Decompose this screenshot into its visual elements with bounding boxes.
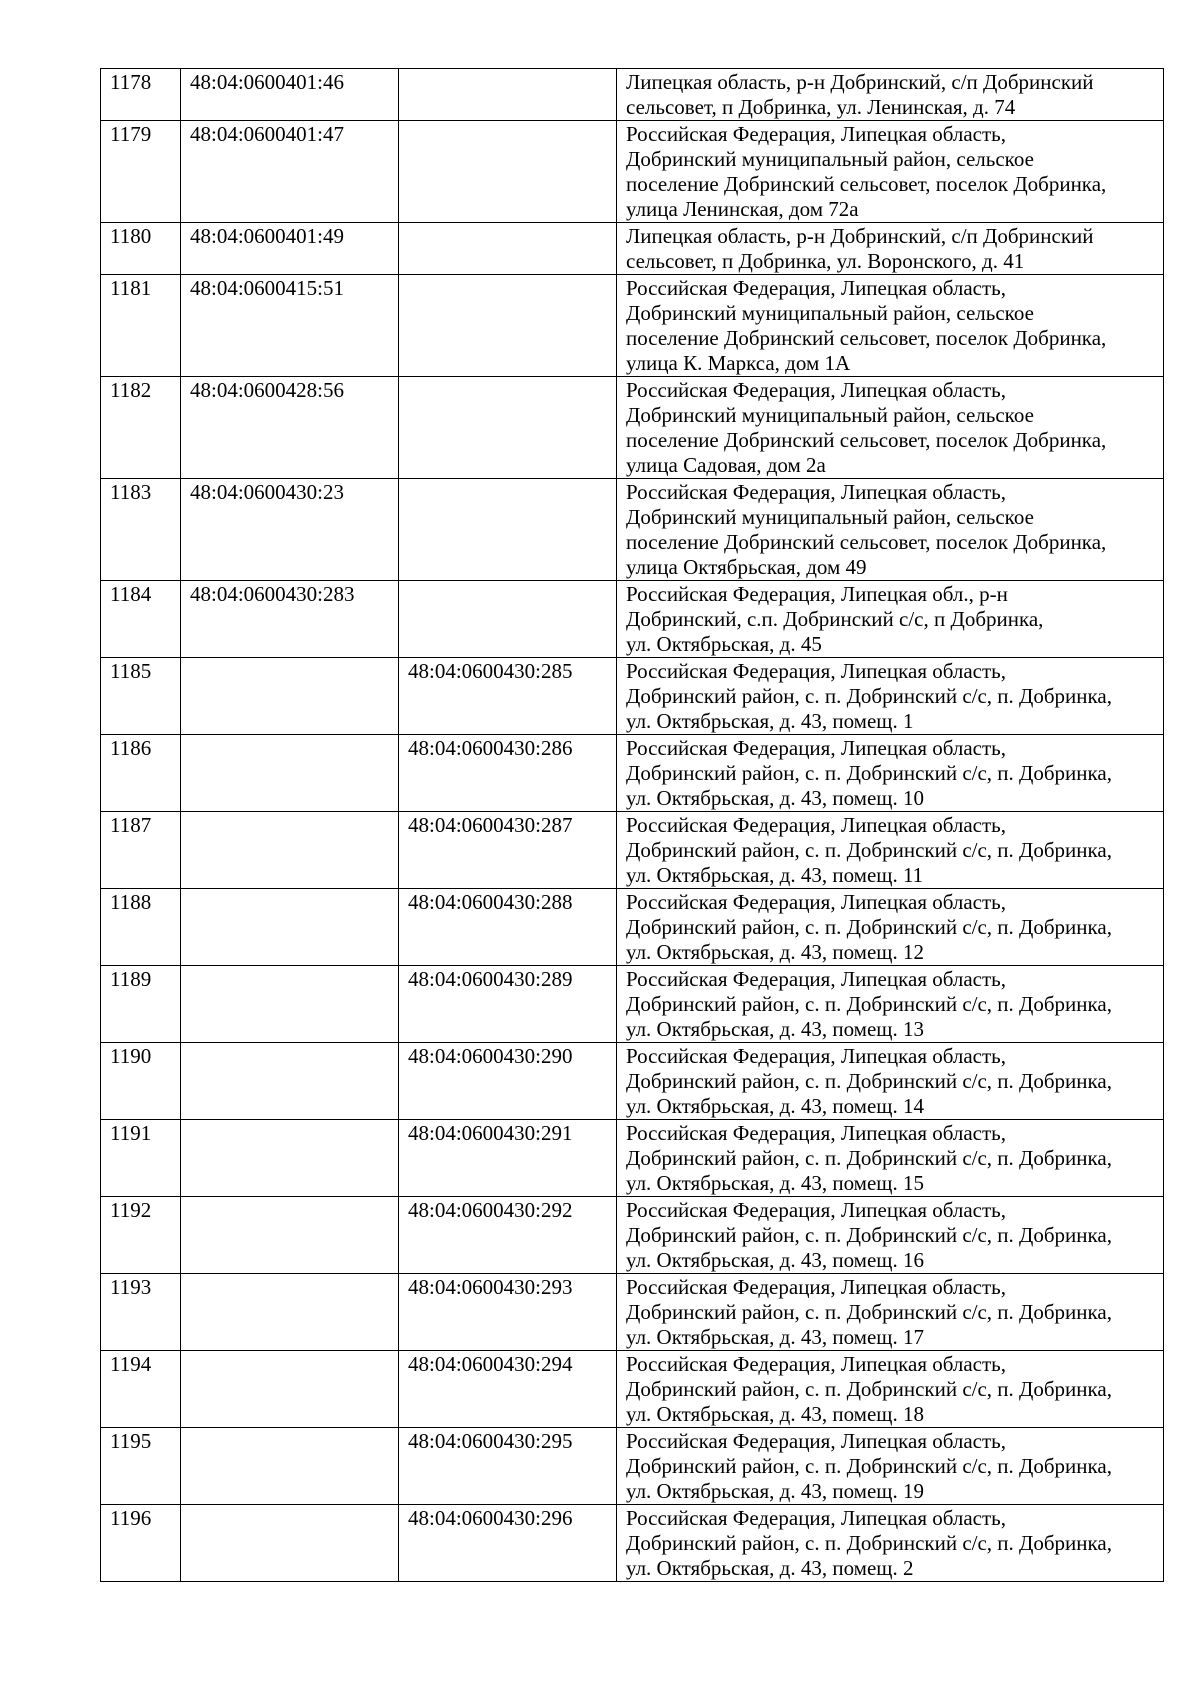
row-number-cell: 1188 (101, 889, 181, 966)
cadastral-number-land-cell: 48:04:0600401:49 (181, 223, 399, 275)
document-page (100, 68, 1163, 1582)
address-line: Российская Федерация, Липецкая область, (626, 122, 1007, 146)
cadastral-number-object-cell (399, 121, 617, 223)
row-number-cell: 1189 (101, 966, 181, 1043)
address-line: поселение Добринский сельсовет, поселок Добринка, (626, 172, 1107, 196)
cadastral-number-land-cell: 48:04:0600430:23 (181, 479, 399, 581)
table-row (101, 1505, 1164, 1582)
address-line: Добринский район, с. п. Добринский с/с, п. Добринка, (626, 761, 1112, 785)
address-line: Российская Федерация, Липецкая область, (626, 1506, 1007, 1530)
row-number-cell: 1178 (101, 69, 181, 121)
table-row (101, 1274, 1164, 1351)
row-number-cell: 1192 (101, 1197, 181, 1274)
address-line: Добринский район, с. п. Добринский с/с, п. Добринка, (626, 1223, 1112, 1247)
address-line: ул. Октябрьская, д. 43, помещ. 14 (626, 1094, 924, 1118)
address-line: Российская Федерация, Липецкая область, (626, 1352, 1007, 1376)
table-row (101, 1043, 1164, 1120)
row-number-cell: 1182 (101, 377, 181, 479)
address-line: поселение Добринский сельсовет, поселок Добринка, (626, 326, 1107, 350)
cadastral-number-land-cell (181, 966, 399, 1043)
address-line: Российская Федерация, Липецкая область, (626, 813, 1007, 837)
table-row (101, 223, 1164, 275)
address-cell (617, 658, 1164, 735)
cadastral-number-object-cell: 48:04:0600430:289 (399, 966, 617, 1043)
address-line: Российская Федерация, Липецкая область, (626, 276, 1007, 300)
address-line: Липецкая область, р-н Добринский, с/п Добринский (626, 224, 1094, 248)
address-cell (617, 889, 1164, 966)
table-row (101, 735, 1164, 812)
address-cell (617, 1197, 1164, 1274)
table-row (101, 889, 1164, 966)
row-number-cell: 1184 (101, 581, 181, 658)
address-line: Российская Федерация, Липецкая область, (626, 378, 1007, 402)
address-cell (617, 812, 1164, 889)
address-line: ул. Октябрьская, д. 45 (626, 632, 822, 656)
registry-table-body (101, 69, 1164, 1582)
cadastral-number-land-cell (181, 1197, 399, 1274)
cadastral-number-object-cell (399, 479, 617, 581)
table-row (101, 69, 1164, 121)
address-cell (617, 275, 1164, 377)
row-number-cell: 1193 (101, 1274, 181, 1351)
table-row (101, 1351, 1164, 1428)
address-line: ул. Октябрьская, д. 43, помещ. 10 (626, 786, 924, 810)
cadastral-number-land-cell: 48:04:0600415:51 (181, 275, 399, 377)
address-line: ул. Октябрьская, д. 43, помещ. 1 (626, 709, 914, 733)
address-line: ул. Октябрьская, д. 43, помещ. 19 (626, 1479, 924, 1503)
address-line: улица К. Маркса, дом 1А (626, 351, 851, 375)
address-line: ул. Октябрьская, д. 43, помещ. 11 (626, 863, 924, 887)
table-row (101, 1197, 1164, 1274)
row-number-cell: 1180 (101, 223, 181, 275)
address-cell (617, 223, 1164, 275)
cadastral-number-land-cell (181, 735, 399, 812)
cadastral-number-land-cell: 48:04:0600401:46 (181, 69, 399, 121)
address-line: Добринский район, с. п. Добринский с/с, п. Добринка, (626, 1069, 1112, 1093)
cadastral-number-object-cell (399, 69, 617, 121)
table-row (101, 1428, 1164, 1505)
address-line: ул. Октябрьская, д. 43, помещ. 12 (626, 940, 924, 964)
row-number-cell: 1191 (101, 1120, 181, 1197)
cadastral-number-land-cell: 48:04:0600401:47 (181, 121, 399, 223)
address-line: ул. Октябрьская, д. 43, помещ. 17 (626, 1325, 924, 1349)
row-number-cell: 1185 (101, 658, 181, 735)
address-line: Добринский район, с. п. Добринский с/с, п. Добринка, (626, 1146, 1112, 1170)
table-row (101, 275, 1164, 377)
address-line: Российская Федерация, Липецкая область, (626, 480, 1007, 504)
cadastral-number-object-cell: 48:04:0600430:288 (399, 889, 617, 966)
cadastral-number-land-cell (181, 658, 399, 735)
address-cell (617, 1274, 1164, 1351)
cadastral-number-object-cell: 48:04:0600430:295 (399, 1428, 617, 1505)
address-cell (617, 1120, 1164, 1197)
address-line: Липецкая область, р-н Добринский, с/п Добринский (626, 70, 1094, 94)
address-line: Добринский район, с. п. Добринский с/с, п. Добринка, (626, 684, 1112, 708)
cadastral-number-object-cell (399, 223, 617, 275)
address-cell (617, 735, 1164, 812)
address-line: Добринский муниципальный район, сельское (626, 505, 1034, 529)
address-line: Российская Федерация, Липецкая область, (626, 890, 1007, 914)
address-line: Российская Федерация, Липецкая область, (626, 1198, 1007, 1222)
cadastral-number-object-cell: 48:04:0600430:291 (399, 1120, 617, 1197)
row-number-cell: 1195 (101, 1428, 181, 1505)
address-line: Российская Федерация, Липецкая область, (626, 1044, 1007, 1068)
address-cell (617, 1351, 1164, 1428)
cadastral-number-land-cell (181, 1351, 399, 1428)
address-cell (617, 69, 1164, 121)
row-number-cell: 1183 (101, 479, 181, 581)
address-line: Российская Федерация, Липецкая область, (626, 659, 1007, 683)
address-line: Добринский район, с. п. Добринский с/с, п. Добринка, (626, 838, 1112, 862)
cadastral-number-object-cell: 48:04:0600430:292 (399, 1197, 617, 1274)
table-row (101, 377, 1164, 479)
table-row (101, 658, 1164, 735)
address-line: Добринский район, с. п. Добринский с/с, п. Добринка, (626, 1377, 1112, 1401)
address-line: Добринский муниципальный район, сельское (626, 403, 1034, 427)
table-row (101, 479, 1164, 581)
address-cell (617, 1505, 1164, 1582)
cadastral-number-object-cell: 48:04:0600430:294 (399, 1351, 617, 1428)
address-cell (617, 479, 1164, 581)
registry-table (100, 68, 1164, 1582)
table-row (101, 581, 1164, 658)
address-line: Добринский район, с. п. Добринский с/с, п. Добринка, (626, 915, 1112, 939)
address-line: ул. Октябрьская, д. 43, помещ. 15 (626, 1171, 924, 1195)
row-number-cell: 1179 (101, 121, 181, 223)
address-cell (617, 377, 1164, 479)
address-line: Добринский район, с. п. Добринский с/с, п. Добринка, (626, 1531, 1112, 1555)
cadastral-number-object-cell: 48:04:0600430:287 (399, 812, 617, 889)
address-line: Российская Федерация, Липецкая область, (626, 1275, 1007, 1299)
address-cell (617, 1428, 1164, 1505)
address-line: Добринский, с.п. Добринский с/с, п Добринка, (626, 607, 1044, 631)
address-line: Добринский район, с. п. Добринский с/с, п. Добринка, (626, 1300, 1112, 1324)
table-row (101, 812, 1164, 889)
address-line: Добринский муниципальный район, сельское (626, 147, 1034, 171)
row-number-cell: 1190 (101, 1043, 181, 1120)
cadastral-number-object-cell: 48:04:0600430:285 (399, 658, 617, 735)
cadastral-number-object-cell: 48:04:0600430:296 (399, 1505, 617, 1582)
address-line: ул. Октябрьская, д. 43, помещ. 13 (626, 1017, 924, 1041)
address-line: поселение Добринский сельсовет, поселок Добринка, (626, 530, 1107, 554)
address-line: улица Ленинская, дом 72а (626, 197, 859, 221)
cadastral-number-land-cell: 48:04:0600428:56 (181, 377, 399, 479)
address-line: Российская Федерация, Липецкая область, (626, 1121, 1007, 1145)
cadastral-number-object-cell (399, 581, 617, 658)
address-line: Российская Федерация, Липецкая обл., р-н (626, 582, 1008, 606)
cadastral-number-object-cell (399, 377, 617, 479)
address-cell (617, 1043, 1164, 1120)
cadastral-number-land-cell (181, 1043, 399, 1120)
row-number-cell: 1196 (101, 1505, 181, 1582)
address-line: улица Садовая, дом 2а (626, 453, 826, 477)
row-number-cell: 1186 (101, 735, 181, 812)
address-line: Российская Федерация, Липецкая область, (626, 736, 1007, 760)
address-cell (617, 966, 1164, 1043)
address-line: Добринский район, с. п. Добринский с/с, п. Добринка, (626, 1454, 1112, 1478)
cadastral-number-land-cell (181, 1274, 399, 1351)
cadastral-number-object-cell: 48:04:0600430:290 (399, 1043, 617, 1120)
cadastral-number-land-cell (181, 889, 399, 966)
address-line: Российская Федерация, Липецкая область, (626, 967, 1007, 991)
address-line: ул. Октябрьская, д. 43, помещ. 16 (626, 1248, 924, 1272)
address-line: Добринский муниципальный район, сельское (626, 301, 1034, 325)
row-number-cell: 1187 (101, 812, 181, 889)
address-line: улица Октябрьская, дом 49 (626, 555, 867, 579)
row-number-cell: 1181 (101, 275, 181, 377)
cadastral-number-object-cell (399, 275, 617, 377)
address-line: ул. Октябрьская, д. 43, помещ. 18 (626, 1402, 924, 1426)
cadastral-number-object-cell: 48:04:0600430:286 (399, 735, 617, 812)
row-number-cell: 1194 (101, 1351, 181, 1428)
address-line: поселение Добринский сельсовет, поселок Добринка, (626, 428, 1107, 452)
address-line: Добринский район, с. п. Добринский с/с, п. Добринка, (626, 992, 1112, 1016)
cadastral-number-land-cell: 48:04:0600430:283 (181, 581, 399, 658)
address-cell (617, 581, 1164, 658)
cadastral-number-land-cell (181, 812, 399, 889)
address-line: ул. Октябрьская, д. 43, помещ. 2 (626, 1556, 914, 1580)
cadastral-number-land-cell (181, 1428, 399, 1505)
table-row (101, 966, 1164, 1043)
address-line: Российская Федерация, Липецкая область, (626, 1429, 1007, 1453)
address-cell (617, 121, 1164, 223)
cadastral-number-land-cell (181, 1120, 399, 1197)
cadastral-number-object-cell: 48:04:0600430:293 (399, 1274, 617, 1351)
address-line: сельсовет, п Добринка, ул. Воронского, д. 41 (626, 249, 1025, 273)
table-row (101, 121, 1164, 223)
cadastral-number-land-cell (181, 1505, 399, 1582)
address-line: сельсовет, п Добринка, ул. Ленинская, д. 74 (626, 95, 1016, 119)
table-row (101, 1120, 1164, 1197)
